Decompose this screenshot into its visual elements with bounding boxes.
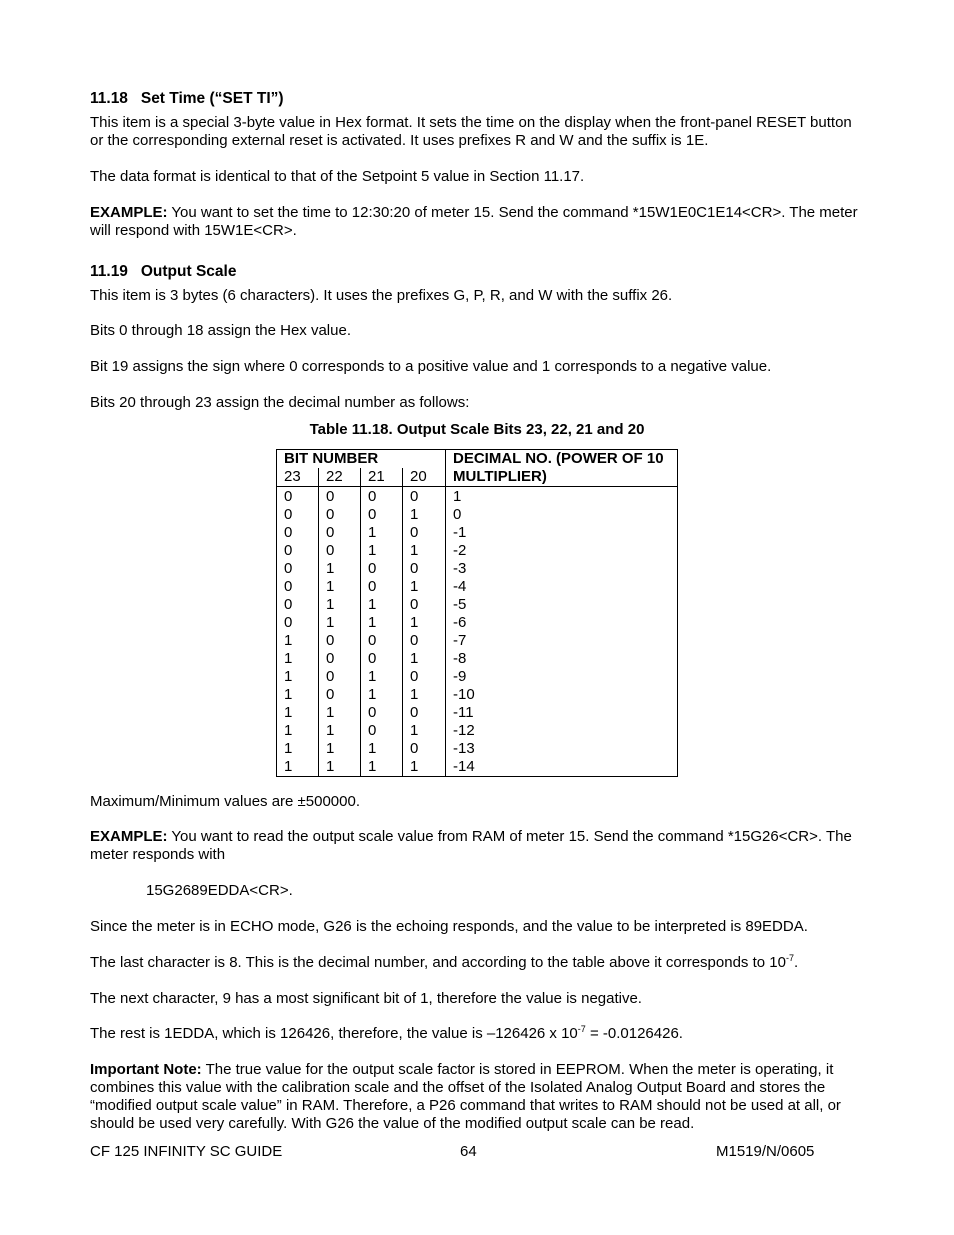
section-11-19-paragraph-1: This item is 3 bytes (6 characters). It uses the prefixes G, P, R, and W with the suffix 26. (90, 287, 673, 304)
section-11-18-paragraph-1: This item is a special 3-byte value in Hex format. It sets the time on the display when the front-panel RESET button or the corresponding external reset is activated. It uses prefixes R and W and the suffix is 1E. (90, 114, 852, 149)
table-header-row (277, 450, 678, 469)
example-text: You want to set the time to 12:30:20 of meter 15. Send the command *15W1E0C1E14<CR>. The meter will respond with 15W1E<CR>. (90, 204, 858, 239)
bit-23-values: 0 0 0 0 0 0 0 0 1 1 1 1 1 1 1 1 (277, 487, 319, 777)
col-20-header: 20 (403, 468, 446, 487)
meter-response: 15G2689EDDA<CR>. (146, 882, 293, 899)
col-22-header: 22 (319, 468, 361, 487)
example-label: EXAMPLE: (90, 204, 168, 221)
section-11-18-heading: 11.18 Set Time (“SET TI”) (90, 90, 284, 107)
example-label: EXAMPLE: (90, 828, 168, 845)
important-note-label: Important Note: (90, 1061, 202, 1078)
next-character-explanation: The next character, 9 has a most significant bit of 1, therefore the value is negative. (90, 990, 642, 1007)
bit-number-header: BIT NUMBER (277, 450, 446, 469)
section-11-19-paragraph-4: Bits 20 through 23 assign the decimal number as follows: (90, 394, 470, 411)
bit-20-values: 0 1 0 1 0 1 0 1 0 1 0 1 0 1 0 1 (403, 487, 446, 777)
section-11-18-example (90, 204, 864, 240)
rest-explanation: The rest is 1EDDA, which is 126426, therefore, the value is –126426 x $10^{-7} = -0.0126426$. (90, 1024, 683, 1042)
footer-document-title: CF 125 INFINITY SC GUIDE (90, 1143, 283, 1160)
read-example (90, 828, 864, 864)
section-11-18-paragraph-2: The data format is identical to that of the Setpoint 5 value in Section 11.17. (90, 168, 585, 185)
col-21-header: 21 (361, 468, 403, 487)
last-character-explanation: The last character is 8. This is the decimal number, and according to the table above it corresponds to $10^{-7}$. (90, 953, 799, 971)
max-min-text: Maximum/Minimum values are ±500000. (90, 793, 360, 810)
footer-document-code: M1519/N/0605 (716, 1143, 815, 1160)
important-note-text: The true value for the output scale factor is stored in EEPROM. When the meter is operating, it combines this value with the calibration scale and the offset of the Isolated Analog Output Board and stores the “modified output scale value” in RAM. Therefore, a P26 command that writes to RAM should not be used at all, or should be used very carefully. With G26 the value of the modified output scale can be read. (90, 1061, 841, 1132)
bit-21-values: 0 0 1 1 0 0 1 1 0 0 1 1 0 0 1 1 (361, 487, 403, 777)
table-body-row (277, 487, 678, 777)
example-text: You want to read the output scale value from RAM of meter 15. Send the command *15G26<CR>. The meter responds with (90, 828, 852, 863)
bit-22-values: 0 0 0 0 1 1 1 1 0 0 0 0 1 1 1 1 (319, 487, 361, 777)
footer-page-number: 64 (460, 1143, 477, 1160)
section-11-19-paragraph-2: Bits 0 through 18 assign the Hex value. (90, 322, 351, 339)
decimal-header: DECIMAL NO. (POWER OF 10 MULTIPLIER) (446, 450, 678, 487)
output-scale-bits-table (276, 449, 678, 777)
decimal-values: 1 0 -1 -2 -3 -4 -5 -6 -7 -8 -9 -10 -11 -12 -13 -14 (453, 488, 475, 775)
col-23-header: 23 (277, 468, 319, 487)
section-11-19-heading: 11.19 Output Scale (90, 263, 237, 280)
table-caption: Table 11.18. Output Scale Bits 23, 22, 21 and 20 (309, 421, 645, 438)
echo-explanation: Since the meter is in ECHO mode, G26 is the echoing responds, and the value to be interpreted is 89EDDA. (90, 918, 808, 935)
important-note (90, 1061, 864, 1133)
section-11-19-paragraph-3: Bit 19 assigns the sign where 0 corresponds to a positive value and 1 corresponds to a negative value. (90, 358, 772, 375)
